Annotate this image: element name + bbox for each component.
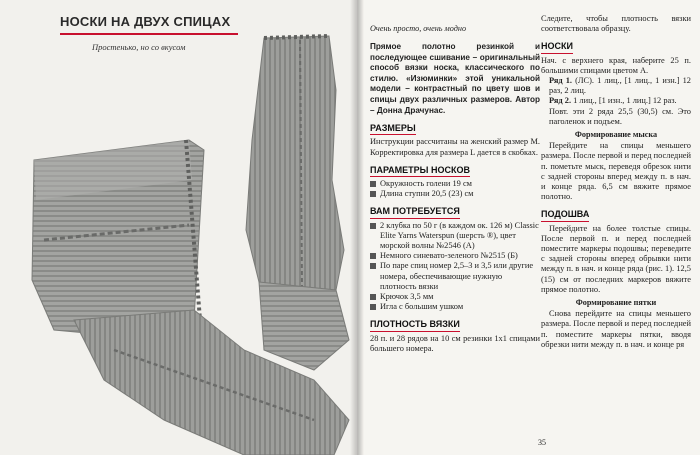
square-bullet-icon — [370, 223, 376, 229]
square-bullet-icon — [370, 181, 376, 187]
page-subtitle: Простенько, но со вкусом — [92, 42, 186, 52]
gauge-note: Следите, чтобы плотность вязки соответствовала образцу. — [541, 14, 691, 34]
sole-text: Перейдите на более толстые спицы. После первой п. и перед последней поместите маркеры подошвы; переведите с задней стороны вперед обрывки нити между п. в нач. и конце ряда (рис. 1). 12,5 (15) см от последних маркеров вяжите прямое полотно. — [541, 223, 691, 294]
square-bullet-icon — [370, 253, 376, 259]
sole-heading: ПОДОШВА — [541, 209, 589, 221]
toe-text: Перейдите на спицы меньшего размера. После первой и перед последней п. пометьте мыск, переведя обрезок нити с задней стороны вперед между п. в нач. и конце ряда. 6,5 см вяжите прямое полотно. — [541, 141, 691, 202]
title-rule — [60, 33, 238, 35]
list-item: Немного синевато-зеленого №2515 (Б) — [370, 251, 540, 261]
square-bullet-icon — [370, 263, 376, 269]
page-number: 35 — [538, 438, 546, 447]
row-2: Ряд 2. 1 лиц., [1 изн., 1 лиц.] 12 раз. — [549, 96, 677, 106]
list-item: По паре спиц номер 2,5–3 и 3,5 или другие номера, обеспечивающие нужную плотность вязки — [370, 261, 540, 292]
book-gutter — [350, 0, 364, 455]
sizes-heading: РАЗМЕРЫ — [370, 123, 416, 135]
row-1: Ряд 1. (ЛС). 1 лиц., [1 лиц., 1 изн.] 12 раз, 2 лиц. — [549, 76, 691, 96]
list-item: Игла с большим ушком — [370, 302, 540, 312]
list-item: Окружность голени 19 см — [370, 179, 540, 189]
knitted-socks-photo-icon — [14, 20, 354, 455]
materials-heading: ВАМ ПОТРЕБУЕТСЯ — [370, 206, 460, 218]
list-item: 2 клубка по 50 г (в каждом ок. 126 м) Classic Elite Yarns Waterspun (шерсть ®), цвет морской волны №2546 (А) — [370, 221, 540, 252]
text-column-1 — [370, 24, 540, 354]
intro-paragraph: Прямое полотно резинкой и последующее сшивание – оригинальный способ вязки носка, классического по стилю. «Изюминки» этой уникальной модели – контрастный по цвету шов и спицы двух различных размеров. Автор – Донна Драчунас. — [370, 42, 540, 115]
sizes-text: Инструкции рассчитаны на женский размер М. Корректировка для размера L дается в скобках. — [370, 137, 540, 157]
square-bullet-icon — [370, 304, 376, 310]
square-bullet-icon — [370, 191, 376, 197]
socks-start: Нач. с верхнего края, наберите 25 п. большими спицами цветом А. — [541, 55, 691, 75]
square-bullet-icon — [370, 294, 376, 300]
heel-subheading: Формирование пятки — [575, 298, 657, 308]
heel-text: Снова перейдите на спицы меньшего размера. После первой и перед последней п. поместите маркеры пятки, вводя обрезки нити между п. в нач. и конце ря — [541, 309, 691, 349]
list-item: Крючок 3,5 мм — [370, 292, 540, 302]
page-title: НОСКИ НА ДВУХ СПИЦАХ — [60, 14, 231, 29]
list-item: Длина ступни 20,5 (23) см — [370, 189, 540, 199]
density-heading: ПЛОТНОСТЬ ВЯЗКИ — [370, 319, 460, 331]
socks-heading: НОСКИ — [541, 41, 573, 53]
text-column-2 — [541, 14, 691, 350]
density-text: 28 п. и 28 рядов на 10 см резинки 1х1 спицами большего номера. — [370, 333, 540, 353]
params-heading: ПАРАМЕТРЫ НОСКОВ — [370, 165, 470, 177]
toe-subheading: Формирование мыска — [574, 130, 658, 140]
socks-repeat: Повт. эти 2 ряда 25,5 (30,5) см. Это паголенок и подъем. — [549, 106, 691, 126]
tagline: Очень просто, очень модно — [370, 24, 467, 33]
title-block — [60, 14, 250, 35]
